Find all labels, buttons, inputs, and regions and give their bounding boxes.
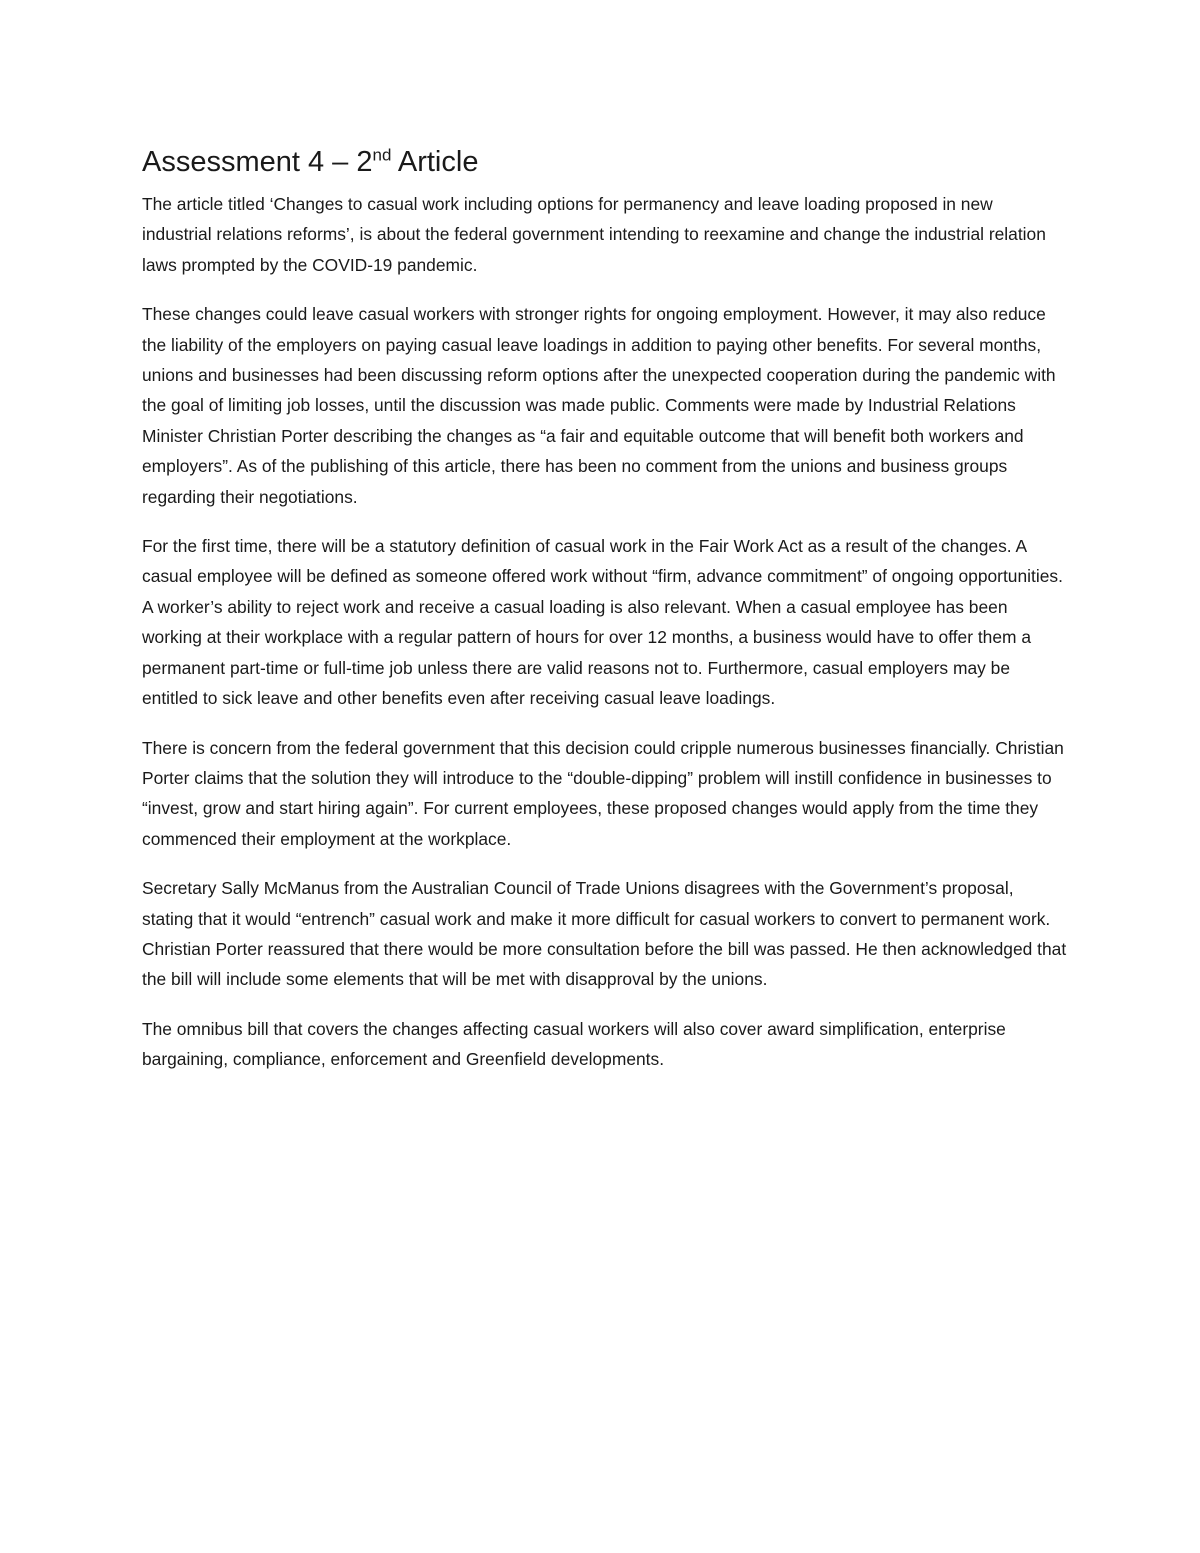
title-prefix: Assessment 4 – 2 (142, 146, 373, 178)
paragraph-3: For the first time, there will be a statutory definition of casual work in the Fair Work Act as a result of the changes. A casual employee will be defined as someone offered work without “firm, advance commitment” of ongoing opportunities. A worker’s ability to reject work and receive a casual loading is also relevant. When a casual employee has been working at their workplace with a regular pattern of hours for over 12 months, a business would have to offer them a permanent part-time or full-time job unless there are valid reasons not to. Furthermore, casual employers may be entitled to sick leave and other benefits even after receiving casual leave loadings. (142, 536, 1063, 709)
paragraph-1: The article titled ‘Changes to casual work including options for permanency and leave loading proposed in new industrial relations reforms’, is about the federal government intending to reexamine and change the industrial relation laws prompted by the COVID-19 pandemic. (142, 194, 1046, 275)
title-superscript: nd (372, 145, 392, 165)
paragraph-2: These changes could leave casual workers with stronger rights for ongoing employment. However, it may also reduce the liability of the employers on paying casual leave loadings in addition to paying other benefits. For several months, unions and businesses had been discussing reform options after the unexpected cooperation during the pandemic with the goal of limiting job losses, until the discussion was made public. Comments were made by Industrial Relations Minister Christian Porter describing the changes as “a fair and equitable outcome that will benefit both workers and employers”. As of the publishing of this article, there has been no comment from the unions and business groups regarding their negotiations. (142, 304, 1056, 507)
paragraph-4: There is concern from the federal government that this decision could cripple numerous businesses financially. Christian Porter claims that the solution they will introduce to the “double-dipping” problem will instill confidence in businesses to “invest, grow and start hiring again”. For current employees, these proposed changes would apply from the time they commenced their employment at the workplace. (142, 737, 1064, 849)
paragraph-5: Secretary Sally McManus from the Australian Council of Trade Unions disagrees with the Government’s proposal, stating that it would “entrench” casual work and make it more difficult for casual workers to convert to permanent work. Christian Porter reassured that there would be more consultation before the bill was passed. He then acknowledged that the bill will include some elements that will be met with disapproval by the unions. (142, 878, 1067, 990)
document-body (142, 140, 1067, 1094)
title-suffix: Article (391, 146, 479, 178)
paragraph-6: The omnibus bill that covers the changes affecting casual workers will also cover award simplification, enterprise bargaining, compliance, enforcement and Greenfield developments. (142, 1018, 1006, 1070)
document-title (142, 140, 1067, 184)
